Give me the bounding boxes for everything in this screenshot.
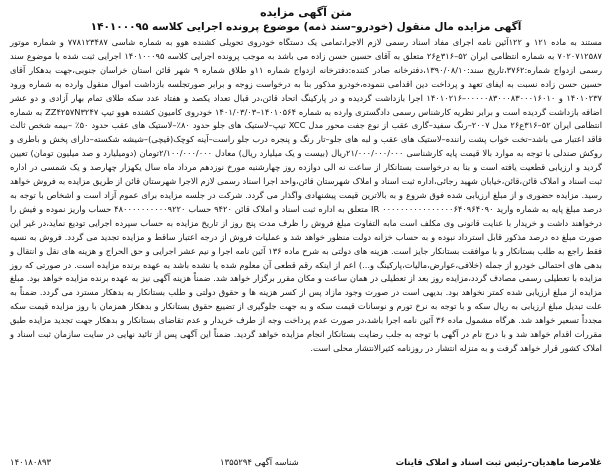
- notice-subtitle: آگهی مزایده مال منقول (خودرو–سند ذمه) موضوع پرونده اجرایی کلاسه ۱۴۰۱۰۰۰۹۵: [90, 21, 522, 33]
- notice-title: متن آگهی مزایده: [260, 6, 352, 19]
- signature: غلامرضا ماهدیان–رئیس ثبت اسناد و املاک قاینات: [395, 458, 602, 468]
- notice-id: شناسه آگهی ۱۳۵۵۲۹۴: [220, 458, 299, 468]
- notice-footer: [10, 456, 602, 470]
- notice-body: مستند به ماده ۱۲۱ و ۱۲۲آئین نامه اجرای مفاد اسناد رسمی لازم الاجرا،تمامی یک دستگاه خودروی تحویلی کشنده هوو به شماره شاسی ۷۷۸۱۲۳۴۸۷ و شماره موتور ۷۰۲۰۷۱۲۵۸۷ به شماره انتظامی ایران ۵۲–۳۱۶ع۲۶ متعلق به آقای حسین حسن زاده می باشد به موجب پرونده اجرایی کلاسه ۱۴۰۱۰۰۰۹۵ اجرایی ثبت شده با موضوع سند رسمی ازدواج شماره:۳۷۶۲،تاریخ سند:۱۳۹۰/۰۸/۱۰،دفترخانه صادر کننده:دفترخانه ازدواج شماره ۱۱و طلاق شماره ۹ شهر قائن استان خراسان جنوبی،جهت بدهکار آقای حسین حسن زاده نسبت به ایفای تعهد و پرداخت دین اقدامی ننموده،خودرو مذکور بنا به درخواست زوجه و برابر صورتجلسه بازداشت اموال منقول وارده به شماره ورود ۱۴۰۱۰۲۳۷ و ۰۰۰۰۰۸۳۰۰۰۸۳۰۰۰۱۶۰۱۰–۱۴۰۱۰۲۱۶ اجرا بازداشت گردیده و در پارکینگ اتحاد قائن،در قبال تعداد یکصد و هفتاد عدد سکه طلای تمام بهار آزادی و دو عشر اضافه بازداشت گردیده است و برابر نظریه کارشناس رسمی دادگستری وارده به شماره ۱۴۰۱۰۵۶۴–۱۴۰۱/۰۳/۰۳ خودروی کامیون کشنده هوو تیپ ZZ۴۲۵۷N۳۲۴۷ به شماره انتظامی ایران ۵۲–۳۱۶ع۲۶ مدل ۲۰۰۷–رنگ سفید–گاری عقب از نوع جفت محور مدل XCC تیپ–لاستیک های جلو حدود ۸۰٪–لاستیک های عقب حدود ۵۰٪ –بیمه شخص ثالث فاقد اعتبار می باشد–تخت خواب پشت راننده–لاستیک های عقب و لبه های جلو–تار رنگ و پنجره درب جلو راست–آینه کوچک(قیچی)–شیشه شکسته–دارای پخش و باطری و روکش صندلی با توجه به موارد بالا قیمت پایه کارشناسی ۲۱/۰۰۰/۰۰۰/۰۰۰ریال (بیست و یک میلیارد ریال) معادل ۲/۱۰۰/۰۰۰/۰۰۰تومان (دومیلیارد و صد میلیون تومان) تعیین گردید و ارزیابی قطعیت یافته است و بنا به درخواست بستانکار از ساعت نه الی دوازده روز چهارشنبه مورخ نوزدهم مرداد ماه سال یکهزار چهارصد و یک شمسی در اداره ثبت اسناد و املاک قائن،قائن،خیابان شهید رجائی،اداره ثبت اسناد و املاک شهرستان قائن،واحد اجرا اسناد رسمی لازم الاجرا شهرستان قائن از طریق مزایده به فروش خواهد رسید. مزایده حضوری و از مبلغ ارزیابی شده فوق شروع و به بالاترین قیمت پیشنهادی واگذار می گردد. شرکت در جلسه مزایده برای عموم آزاد است و اشخاص با توجه به درصد مبلغ پایه به شماره وارید ۰۰۰۰۰۰۰۰۰۰۰۰۰۰۰۰۶۴۰۹۶۴۰۹۰ IR متعلق به اداره ثبت اسناد و املاک قائن ۹۴۲۰ حساب ۴۸۰۰۰۰۰۰۰۰۰۰۹۲۲۰ حساب واریز نموده و فیش را درخواهند داشت و خریدار با عنایت قانونی وی مکلف است مابه التفاوت مبلغ فروش را ظرف مدت پنج روز از تاریخ مزایده به حساب سپرده اجرایی تودیع نماید،در غیر این صورت مبلغ ده درصد مذکور قابل استرداد نبوده و به حساب خزانه دولت منظور خواهد شد و عملیات فروش از درجه اعتبار ساقط و مزایده تجدید می گردد. فروش به نسیه فقط راجع به طلب بستانکار و با موافقت بستانکار جایز است. هزینه های دولتی به شرح ماده ۱۳۶ آئین نامه اجرا و نیم عشر اجرایی و حق الحراج و هزینه های نقل و انتقال و بدهی های احتمالی خودرو از جمله (خلافی،عوارض،مالیات،پارکینگ و...) اعم از اینکه رقم قطعی آن معلوم شده یا نشده باشد به عهده برنده مزایده است. در صورتی که روز مزایده با تعطیلی رسمی مصادف گردد،مزایده روز بعد از تعطیلی در همان ساعت و مکان مقرر برگزار خواهد شد. ضمناً هزینه آگهی نیز به عهده برنده مزایده خواهد بود. مبلغ مزایده از مبلغ ارزیابی شده کمتر نخواهد بود. بدیهی است در صورت وجود مازاد پس از کسر هزینه ها و حقوق دولتی و طلب بستانکار به بدهکار مسترد می گردد. ضمناً به علت تبدیل مبلغ ارزیابی به ریال سکه و با توجه به نرخ تورم و نوسانات قیمت سکه و به جهت جلوگیری از تضییع حقوق بستانکار و بدهکار همزمان با روز مزایده قیمت سکه مجدداً تسعیر خواهد شد. هرگاه مشمول ماده ۳۶ آئین نامه اجرا باشد،در صورت عدم پرداخت وجه از طرف خریدار و عدم تقاضای بستانکار و بدهکار جهت تجدید مزایده طبق مقررات اقدام خواهد شد و با درج نام در آگهی با توجه به جلب رضایت بستانکار انجام مزایده خواهد گردید. ضمناً این آگهی پس از تائید نهایی در سایت سازمان ثبت اسناد و املاک کشور قرار خواهد گرفت و به منزله انتشار در روزنامه کثیرالانتشار محلی است.: [10, 37, 603, 353]
- reference-code: ۱۴۰۱۸۰۸۹۳: [10, 458, 52, 468]
